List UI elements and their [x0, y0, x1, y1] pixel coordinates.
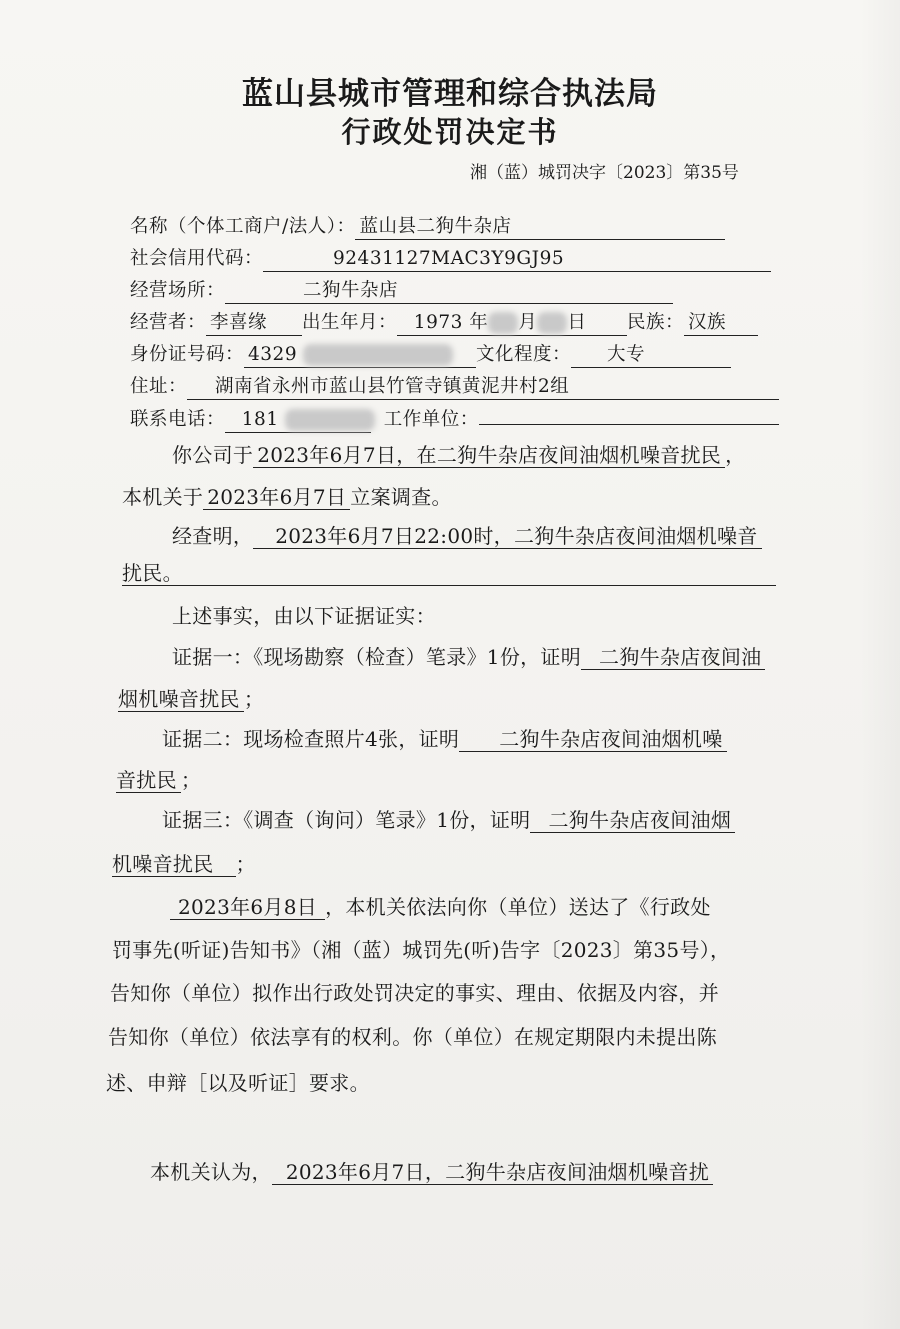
para2-line1: 经查明， 2023年6月7日22:00时，二狗牛杂店夜间油烟机噪音	[172, 520, 762, 549]
para4-line3: 告知你（单位）拟作出行政处罚决定的事实、理由、依据及内容，并	[110, 981, 719, 1005]
redacted-month	[488, 312, 518, 334]
notice-date-underline: 2023年6月8日	[170, 895, 325, 920]
field-ethnic-label: 民族：	[627, 312, 685, 333]
field-work-label: 工作单位：	[383, 409, 479, 430]
redacted-id	[303, 344, 453, 366]
field-name-label: 名称（个体工商户/法人）：	[130, 216, 356, 237]
field-place-label: 经营场所：	[130, 280, 226, 301]
field-phone-value: 181	[225, 408, 371, 433]
field-birth-label: 出生年月：	[302, 312, 398, 333]
field-id-value: 4329	[244, 343, 476, 368]
field-place-row	[130, 276, 673, 304]
document-number: 湘（蓝）城罚决字〔2023〕第35号	[470, 163, 739, 183]
field-credit-label: 社会信用代码：	[130, 248, 264, 269]
field-id-label: 身份证号码：	[130, 344, 245, 365]
field-education-label: 文化程度：	[476, 344, 572, 365]
field-birth-value: 1973 年 月 日	[397, 311, 627, 336]
field-name-value: 蓝山县二狗牛杂店	[355, 215, 725, 240]
field-name-row	[130, 212, 725, 240]
redacted-day	[537, 312, 567, 334]
redacted-phone	[285, 409, 375, 431]
field-phone-label: 联系电话：	[130, 409, 226, 430]
field-address-label: 住址：	[130, 376, 188, 397]
para2-line2	[122, 561, 776, 586]
para4-line4: 告知你（单位）依法享有的权利。你（单位）在规定期限内未提出陈	[108, 1025, 717, 1049]
field-operator-value: 李喜缘	[206, 311, 302, 336]
field-address-value: 湖南省永州市蓝山县竹管寺镇黄泥井村2组	[187, 375, 779, 400]
para1-line2: 本机关于 2023年6月7日 立案调查。	[122, 485, 452, 509]
document-title: 蓝山县城市管理和综合执法局	[242, 76, 658, 112]
field-ethnic-value: 汉族	[684, 311, 758, 336]
para4-line1: 2023年6月8日 ，本机关依法向你（单位）送达了《行政处	[170, 891, 711, 920]
para1-line1: 你公司于 2023年6月7日，在二狗牛杂店夜间油烟机噪音扰民 ，	[172, 443, 746, 467]
evidence3-underline: 二狗牛杂店夜间油烟	[530, 808, 735, 833]
case-fact-underline: 2023年6月7日，在二狗牛杂店夜间油烟机噪音扰民	[253, 443, 725, 468]
field-operator-label: 经营者：	[130, 312, 207, 333]
field-education-value: 大专	[571, 343, 731, 368]
field-address-row	[130, 372, 779, 400]
para5-line1: 本机关认为， 2023年6月7日，二狗牛杂店夜间油烟机噪音扰	[150, 1156, 713, 1185]
field-place-value: 二狗牛杂店	[225, 279, 673, 304]
para4-line5: 述、申辩［以及听证］要求。	[106, 1071, 370, 1095]
evidence1-underline: 二狗牛杂店夜间油	[581, 645, 765, 670]
field-phone-row	[130, 404, 779, 433]
case-date-underline: 2023年6月7日	[203, 485, 350, 510]
field-credit-row	[130, 244, 771, 272]
evidence3-line1: 证据三：《调查（询问）笔录》1份，证明 二狗牛杂店夜间油烟	[162, 804, 735, 833]
evidence2-line1: 证据二：现场检查照片4张，证明 二狗牛杂店夜间油烟机噪	[162, 723, 727, 752]
field-credit-value: 92431127MAC3Y9GJ95	[263, 247, 771, 272]
finding-underline-2: 扰民。	[122, 561, 776, 586]
finding-underline: 2023年6月7日22:00时，二狗牛杂店夜间油烟机噪音	[253, 524, 761, 549]
evidence3-line2: 机噪音扰民 ；	[112, 852, 256, 876]
evidence-intro: 上述事实，由以下证据证实：	[172, 604, 436, 628]
evidence2-line2: 音扰民 ；	[116, 768, 202, 792]
evidence2-underline: 二狗牛杂店夜间油烟机噪	[459, 727, 726, 752]
para4-line2: 罚事先(听证)告知书》（湘（蓝）城罚先(听)告字〔2023〕第35号），	[112, 938, 731, 962]
page-edge-shadow	[860, 0, 900, 1329]
evidence1-line2: 烟机噪音扰民 ；	[118, 687, 265, 711]
field-id-row	[130, 340, 731, 368]
evidence1-line1: 证据一：《现场勘察（检查）笔录》1份，证明 二狗牛杂店夜间油	[172, 641, 765, 670]
field-work-value	[479, 404, 779, 425]
conclusion-underline: 2023年6月7日，二狗牛杂店夜间油烟机噪音扰	[272, 1160, 713, 1185]
field-operator-row	[130, 308, 758, 336]
document-subtitle: 行政处罚决定书	[341, 115, 559, 149]
